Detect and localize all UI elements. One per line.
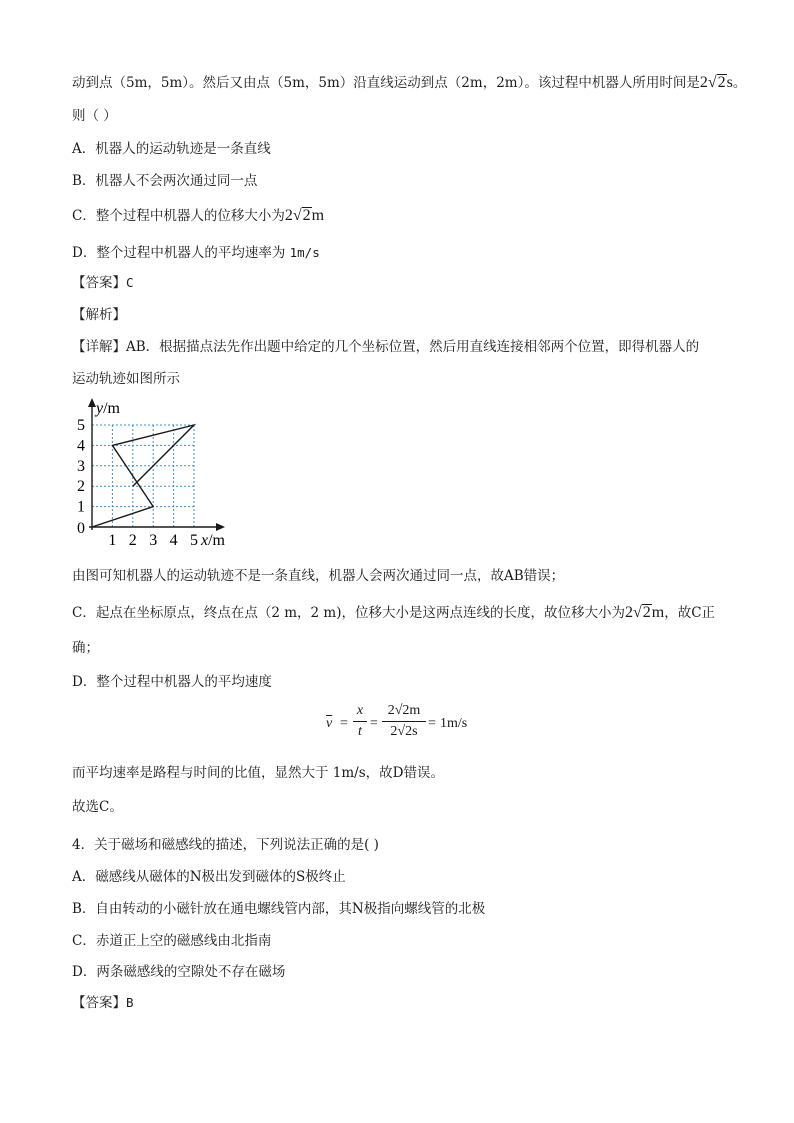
choose-line: 故选C。 <box>72 799 123 815</box>
origin-label: 0 <box>77 520 85 537</box>
axes <box>88 398 225 531</box>
explain-d: D．整个过程中机器人的平均速度 <box>72 674 272 690</box>
answer-line: 【答案】C <box>72 275 134 291</box>
v-bar: $\overline{v}$ <box>326 716 333 731</box>
option-b: B．机器人不会两次通过同一点 <box>72 173 258 189</box>
x-tick-label: 2 <box>128 532 137 549</box>
question-4: 4．关于磁场和磁感线的描述，下列说法正确的是( ) <box>72 837 379 853</box>
fraction-values: 2√2m 2√2s <box>382 702 426 741</box>
y-tick-label: 1 <box>77 498 85 516</box>
q4-option-c: C．赤道正上空的磁感线由北指南 <box>72 933 272 949</box>
q4-option-a: A．磁感线从磁体的N极出发到磁体的S极终止 <box>72 869 346 885</box>
analysis-tag: 【解析】 <box>72 307 126 323</box>
y-tick-label: 4 <box>77 437 85 455</box>
average-velocity-formula: $\overline{v}$ = x t = 2√2m 2√2s = 1m/s <box>326 703 468 739</box>
detail-line-2: 运动轨迹如图所示 <box>72 371 180 387</box>
x-axis-label: x/m <box>201 532 225 549</box>
x-axis-arrow <box>216 523 225 531</box>
sqrt-expression: 2√2s <box>699 74 733 91</box>
y-tick-label: 2 <box>77 478 85 496</box>
question-line-1 <box>72 73 746 93</box>
y-axis-arrow <box>88 398 96 407</box>
sqrt-expression: 2√2m <box>624 604 665 621</box>
y-tick-label: 3 <box>77 457 85 475</box>
text: 动到点（5m，5m）。然后又由点（5m，5m）沿直线运动到点（2m，2m）。该过程中机器人所用时间是 <box>72 75 700 91</box>
explain-c-cont: 确； <box>72 640 99 656</box>
q4-option-d: D．两条磁感线的空隙处不存在磁场 <box>72 964 286 980</box>
option-d: D．整个过程中机器人的平均速率为 1m/s <box>72 245 320 261</box>
x-tick-label: 5 <box>190 532 198 549</box>
option-c: C．整个过程中机器人的位移大小为2√2m <box>72 207 325 224</box>
trajectory-path <box>92 425 194 527</box>
y-tick-label: 5 <box>77 417 85 434</box>
trajectory-graph <box>70 396 240 552</box>
fraction-x-over-t: x t <box>353 702 367 741</box>
text: 。 <box>732 75 747 91</box>
x-tick-label: 1 <box>108 532 117 549</box>
y-axis-label: y/m <box>96 400 120 417</box>
explain-c: C．起点在坐标原点，终点在点（2 m，2 m)，位移大小是这两点连线的长度，故位移大小为2√2m，故C正 <box>72 604 716 621</box>
q4-answer-line: 【答案】B <box>72 995 134 1011</box>
rate-line: 而平均速率是路程与时间的比值，显然大于 1m/s，故D错误。 <box>72 765 444 781</box>
detail-line-1: 【详解】AB．根据描点法先作出题中给定的几个坐标位置，然后用直线连接相邻两个位置，即得机器人的 <box>72 339 700 355</box>
conclusion-line: 由图可知机器人的运动轨迹不是一条直线，机器人会两次通过同一点，故AB错误； <box>72 568 565 584</box>
question-line-2: 则（ ） <box>72 108 117 124</box>
option-a: A．机器人的运动轨迹是一条直线 <box>72 141 271 157</box>
q4-option-b: B．自由转动的小磁针放在通电螺线管内部，其N极指向螺线管的北极 <box>72 901 486 917</box>
x-tick-label: 4 <box>169 532 178 549</box>
x-tick-label: 3 <box>149 532 158 549</box>
sqrt-expression: 2√2m <box>284 207 325 224</box>
